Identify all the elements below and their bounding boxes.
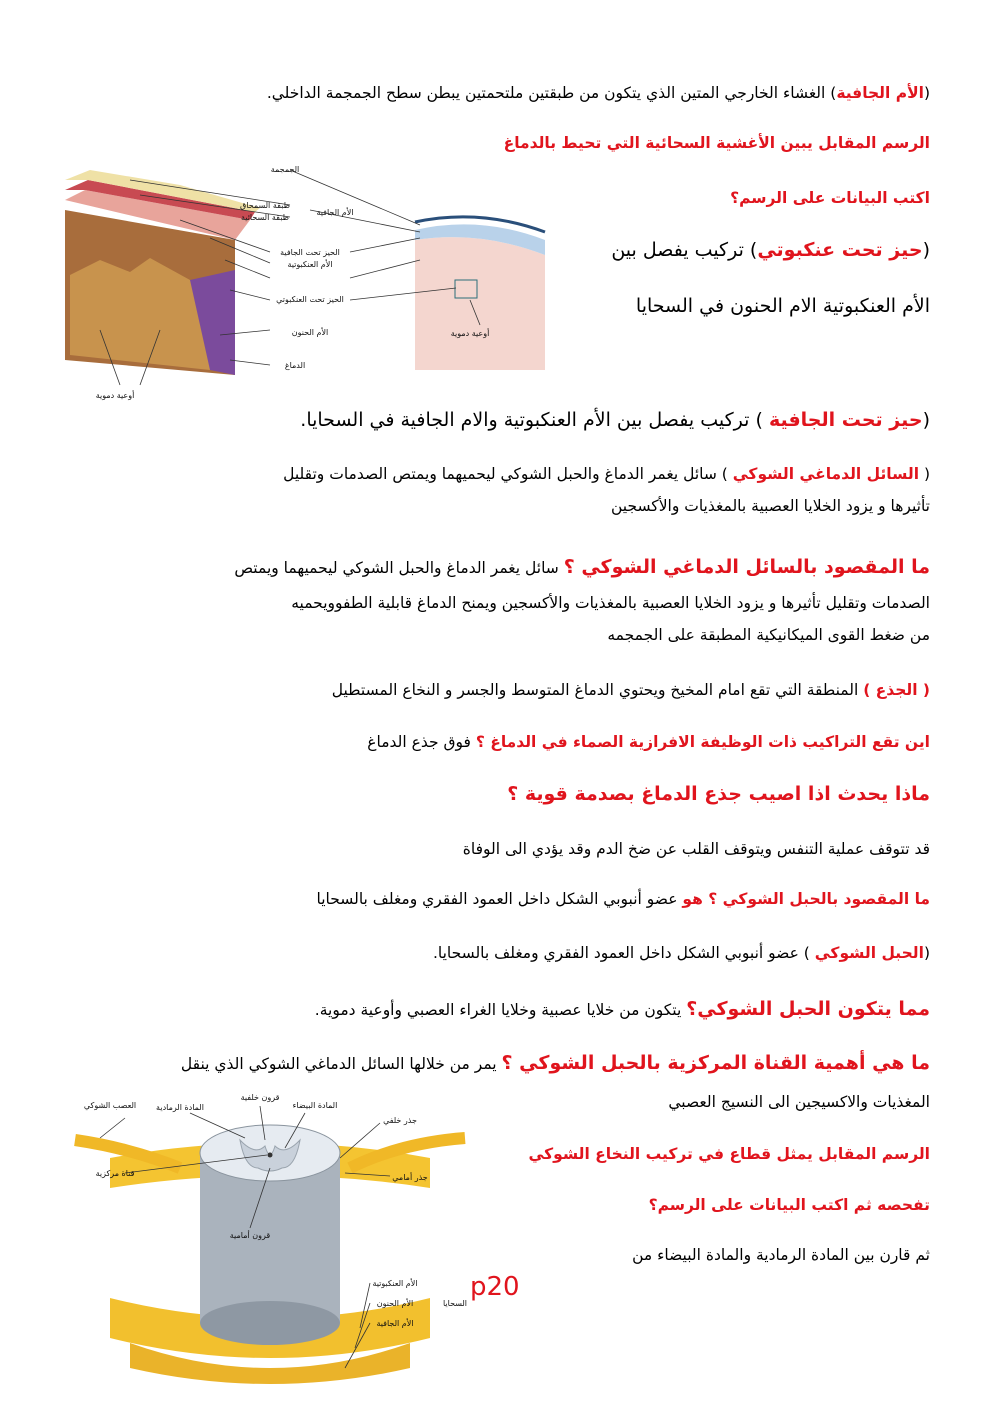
question-composition: مما يتكون الحبل الشوكي؟ يتكون من خلايا عصبية وخلايا الغراء العصبي وأوعية دموية. [314,998,930,1020]
label-vessels-left: أوعية دموية [95,391,135,400]
central-canal [268,1153,273,1158]
question-spinal-cord: ما المقصود بالحبل الشوكي ؟ هو عضو أنبوبي الشكل داخل العمود الفقري ومغلف بالسحايا [316,890,930,908]
label-subarachnoid: الحيز تحت العنكبوتي [276,295,344,304]
spinal-cord-definition: (الحبل الشوكي ) عضو أنبوبي الشكل داخل العمود الفقري ومغلف بالسحايا. [432,944,930,962]
brain-section [415,237,545,370]
spinal-cord-figure [70,1088,470,1400]
label-vessels-right: أوعية دموية [450,329,490,338]
label-ventral-root: جذر أمامي [392,1173,428,1182]
label-dura-mater: الأم الجافية [376,1319,414,1328]
question-csf: ما المقصود بالسائل الدماغي الشوكي ؟ سائل يغمر الدماغ والحبل الشوكي ليحميهما ويمتص [234,556,930,578]
label-arachnoid: الأم العنكبوتية [287,260,333,269]
csf-definition: ( السائل الدماغي الشوكي ) سائل يغمر الدماغ والحبل الشوكي ليحميهما ويمتص الصدمات وتقليل [283,465,930,483]
question-central-canal-line2: المغذيات والاكسيجين الى النسيج العصبي [668,1093,930,1111]
label-central-canal: قناة مركزية [95,1169,135,1178]
label-ventral-horns: قرون أمامية [229,1231,271,1240]
csf-definition-line2: تأثيرها و يزود الخلايا العصبية بالمغذيات والأكسجين [611,497,930,515]
label-dura: الأم الجافية [316,208,354,217]
question-central-canal: ما هي أهمية القناة المركزية بالحبل الشوكي ؟ يمر من خلالها السائل الدماغي الشوكي الذي ينقل [180,1052,930,1074]
brainstem-definition: ( الجذع ) المنطقة التي تقع امام المخيخ ويحتوي الدماغ المتوسط والجسر و النخاع المستطيل [331,681,930,699]
label-skull: الجمجمة [270,165,300,174]
subdural-definition: (حيز تحت الجافية ) تركيب يفصل بين الأم العنكبوتية والام الجافية في السحايا. [300,409,930,431]
meninges-figure [60,160,550,405]
subarachnoid-definition-line2: الأم العنكبوتية الام الحنون في السحايا [635,295,930,317]
question-endocrine: اين تقع التراكيب ذات الوظيفة الافرازية الصماء في الدماغ ؟ فوق جذع الدماغ [367,733,930,751]
heading-meninges: الرسم المقابل يبين الأغشية السحائية التي تحيط بالدماغ [503,134,930,152]
compare-prompt: ثم قارن بين المادة الرمادية والمادة البيضاء من [632,1246,930,1264]
label-spinal-nerve: العصب الشوكي [83,1101,137,1110]
label-brain: الدماغ [284,361,306,370]
label-meninges: السحايا [442,1299,468,1308]
dura-definition: (الأم الجافية) الغشاء الخارجي المتين الذي يتكون من طبقتين ملتحمتين يبطن سطح الجمجمة الداخلي. [266,84,930,102]
label-gray-matter: المادة الرمادية [156,1103,204,1112]
question-brainstem-injury: ماذا يحدث اذا اصيب جذع الدماغ بصدمة قوية ؟ [507,783,930,805]
label-arachnoid-mater: الأم العنكبوتية [372,1279,418,1288]
label-subdural: الحيز تحت الجافية [280,248,340,257]
heading-spinal-section: الرسم المقابل يمثل قطاع في تركيب النخاع الشوكي [528,1145,930,1163]
question-csf-line3: من ضغط القوى الميكانيكية المطبقة على الجمجمه [607,626,930,644]
label-dorsal-root: جذر خلفي [383,1116,417,1125]
label-pia: الأم الحنون [291,328,329,337]
question-write-labels: اكتب البيانات على الرسم؟ [730,189,930,207]
cord-bottom [200,1301,340,1345]
subarachnoid-definition: (حيز تحت عنكبوتي) تركيب يفصل بين [611,239,930,261]
question-examine: تفحصه ثم اكتب البيانات على الرسم؟ [648,1196,930,1214]
label-pia-mater: الأم الحنون [376,1299,414,1308]
label-periosteal: طبقة السمحاق [240,201,290,210]
answer-brainstem-injury: قد تتوقف عملية التنفس ويتوقف القلب عن ضخ الدم وقد يؤدي الى الوفاة [462,840,930,858]
page-number: p20 [470,1272,520,1302]
label-dorsal-horns: قرون خلفية [240,1093,280,1102]
question-csf-line2: الصدمات وتقليل تأثيرها و يزود الخلايا العصبية بالمغذيات والأكسجين ويمنح الدماغ قابلية الطفوويحميه [291,594,930,612]
label-white-matter: المادة البيضاء [292,1101,338,1110]
label-meningeal: طبقة السحائية [241,213,289,222]
